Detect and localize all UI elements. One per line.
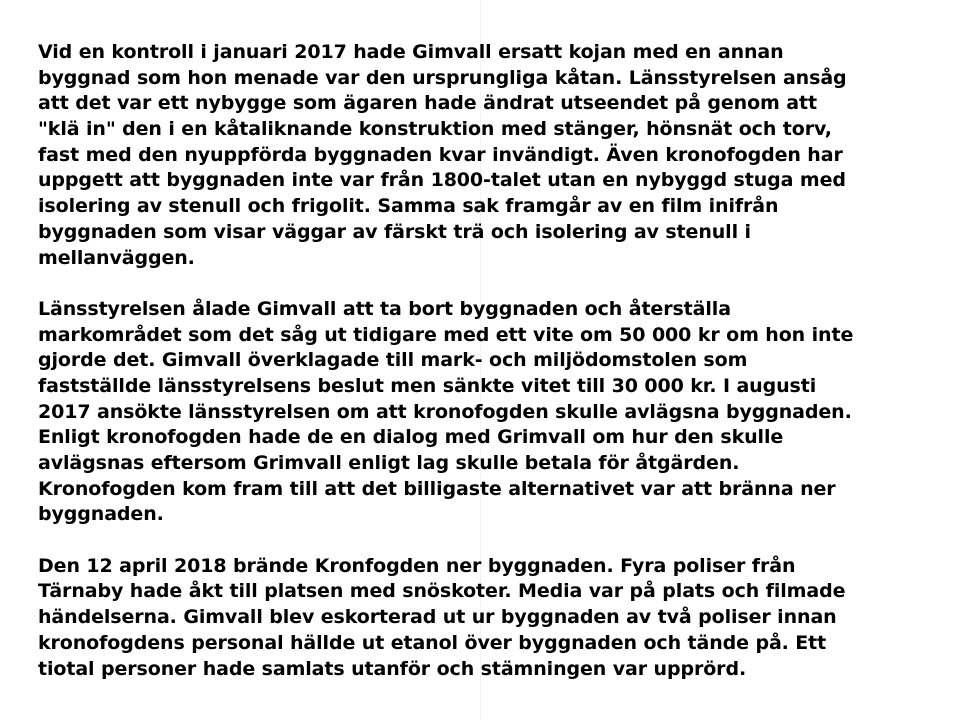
text-line: Kronofogden kom fram till att det billigaste alternativet var att bränna ner (38, 477, 836, 500)
text-line: avlägsnas eftersom Grimvall enligt lag skulle betala för åtgärden. (38, 452, 740, 474)
text-line: byggnad som hon menade var den ursprungliga kåtan. Länsstyrelsen ansåg (38, 66, 847, 89)
text-line: fast med den nyuppförda byggnaden kvar invändigt. Även kronofogden har (38, 143, 843, 166)
text-line: isolering av stenull och frigolit. Samma sak framgår av en film inifrån (38, 195, 779, 218)
document-body (38, 40, 938, 682)
text-line: uppgett att byggnaden inte var från 1800-talet utan en nybyggd stuga med (38, 169, 846, 192)
text-line: "klä in" den i en kåtaliknande konstruktion med stänger, hönsnät och torv, (38, 118, 832, 141)
text-line: händelserna. Gimvall blev eskorterad ut ur byggnaden av två poliser innan (38, 606, 837, 629)
text-line: byggnaden som visar väggar av färskt trä och isolering av stenull i (38, 220, 751, 243)
text-line: fastställde länsstyrelsens beslut men sänkte vitet till 30 000 kr. I augusti (38, 374, 817, 397)
text-line: Länsstyrelsen ålade Gimvall att ta bort byggnaden och återställa (38, 297, 731, 320)
paragraph-1 (38, 40, 938, 271)
paragraph-2 (38, 297, 938, 528)
paragraph-gap (38, 528, 938, 554)
text-line: att det var ett nybygge som ägaren hade ändrat utseendet på genom att (38, 92, 817, 115)
paragraph-3 (38, 554, 938, 682)
text-line: Den 12 april 2018 brände Kronfogden ner byggnaden. Fyra poliser från (38, 554, 796, 577)
text-line: mellanväggen. (38, 246, 195, 269)
text-line: byggnaden. (38, 503, 164, 526)
paragraph-gap (38, 271, 938, 297)
text-line: kronofogdens personal hällde ut etanol över byggnaden och tände på. Ett (38, 631, 827, 654)
text-line: Tärnaby hade åkt till platsen med snöskoter. Media var på plats och filmade (38, 580, 846, 603)
text-line: gjorde det. Gimvall överklagade till mark- och miljödomstolen som (38, 349, 748, 372)
text-line: tiotal personer hade samlats utanför och stämningen var upprörd. (38, 657, 747, 680)
text-line: Vid en kontroll i januari 2017 hade Gimvall ersatt kojan med en annan (38, 41, 784, 63)
text-line: 2017 ansökte länsstyrelsen om att kronofogden skulle avlägsna byggnaden. (38, 400, 852, 423)
text-line: markområdet som det såg ut tidigare med ett vite om 50 000 kr om hon inte (38, 323, 854, 346)
text-line: Enligt kronofogden hade de en dialog med Grimvall om hur den skulle (38, 426, 784, 449)
